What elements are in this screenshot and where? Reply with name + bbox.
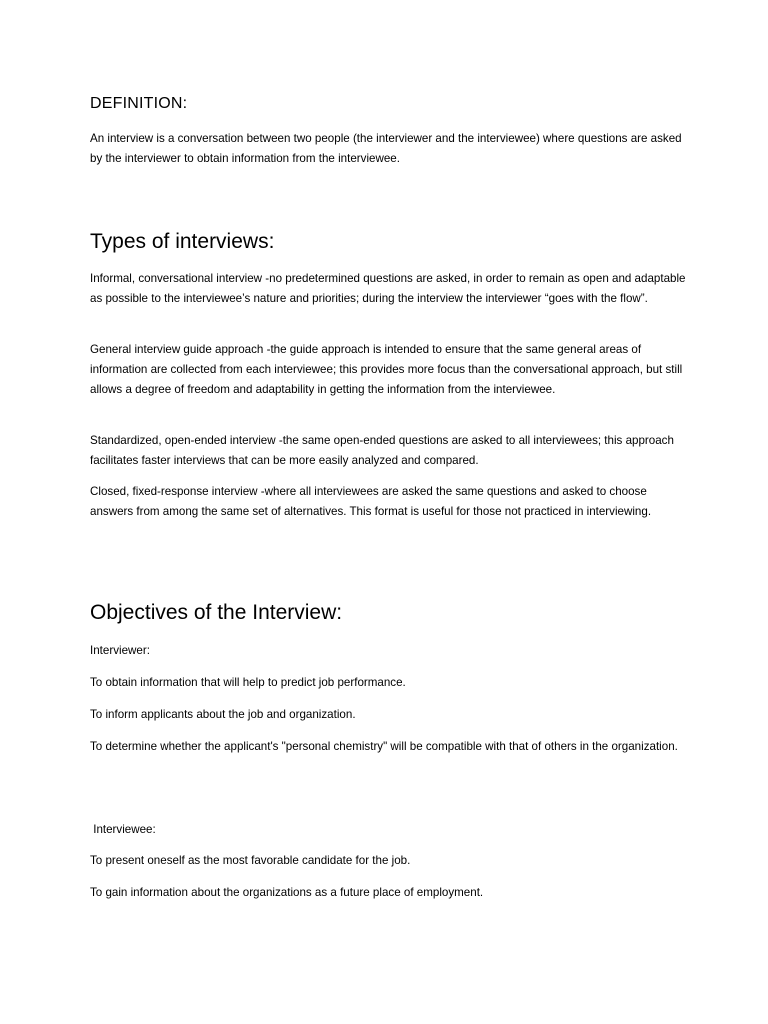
types-item-guide: General interview guide approach -the guide approach is intended to ensure that the same general areas of information are collected from each interviewee; this provides more focus than the conversational approach, but still allows a degree of freedom and adaptability in getting the information from the interviewee. bbox=[90, 343, 683, 396]
definition-heading: DEFINITION: bbox=[90, 95, 188, 112]
interviewee-label: Interviewee: bbox=[90, 823, 156, 836]
interviewer-label: Interviewer: bbox=[90, 644, 150, 657]
types-item-informal: Informal, conversational interview -no predetermined questions are asked, in order to remain as open and adaptable as possible to the interviewee’s nature and priorities; during the interview the interviewer “goes with the flow”. bbox=[90, 272, 686, 305]
types-item-closed: Closed, fixed-response interview -where all interviewees are asked the same questions and asked to choose answers from among the same set of alternatives. This format is useful for those not practiced in interviewing. bbox=[90, 485, 652, 518]
interviewer-item: To obtain information that will help to predict job performance. bbox=[90, 676, 406, 689]
interviewer-item: To determine whether the applicant's "personal chemistry" will be compatible with that of others in the organization. bbox=[90, 740, 678, 753]
objectives-heading: Objectives of the Interview: bbox=[90, 601, 343, 624]
interviewee-item: To present oneself as the most favorable candidate for the job. bbox=[90, 854, 411, 867]
definition-text: An interview is a conversation between two people (the interviewer and the interviewee) where questions are asked by the interviewer to obtain information from the interviewee. bbox=[90, 132, 682, 165]
interviewer-item: To inform applicants about the job and organization. bbox=[90, 708, 356, 721]
interviewee-item: To gain information about the organizations as a future place of employment. bbox=[90, 886, 484, 899]
types-item-standardized: Standardized, open-ended interview -the same open-ended questions are asked to all interviewees; this approach facilitates faster interviews that can be more easily analyzed and compared. bbox=[90, 434, 674, 467]
types-heading: Types of interviews: bbox=[90, 230, 275, 253]
